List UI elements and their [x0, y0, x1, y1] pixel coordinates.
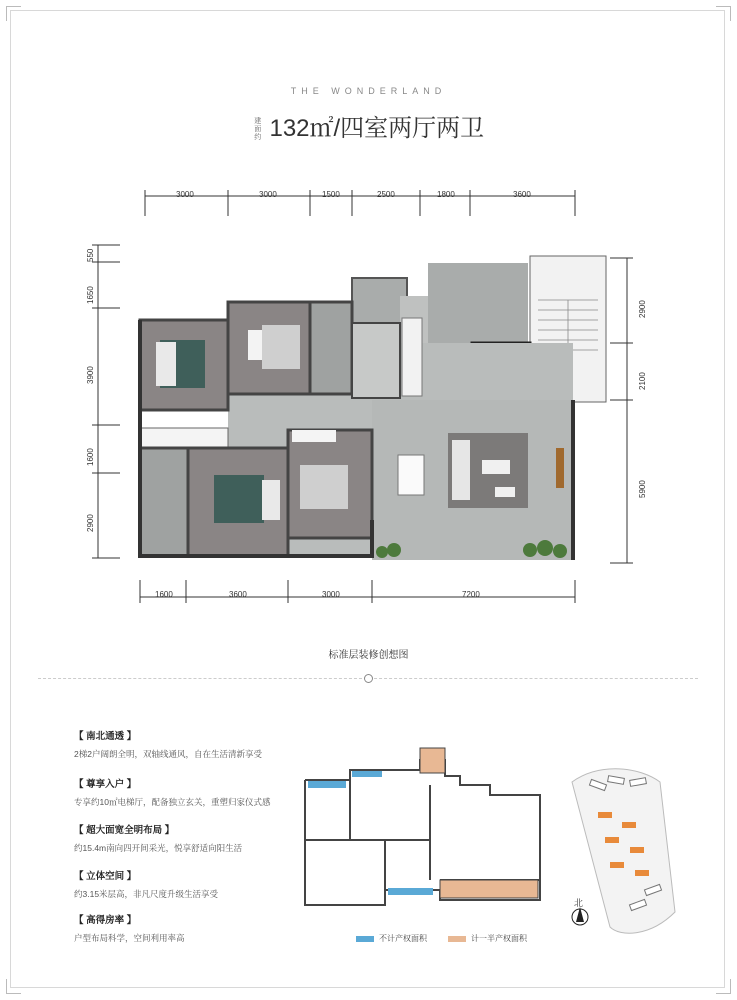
feature-item — [74, 776, 270, 808]
feature-title: 【 尊享入户 】 — [74, 779, 137, 790]
dim-top: 2500 — [377, 190, 395, 199]
feature-desc: 约3.15米层高，非凡尺度升级生活享受 — [74, 889, 219, 899]
dim-right: 5900 — [638, 480, 647, 498]
dim-top: 3000 — [176, 190, 194, 199]
dim-left: 550 — [86, 248, 95, 262]
dim-top: 3600 — [513, 190, 531, 199]
dim-top: 3000 — [259, 190, 277, 199]
feature-desc: 户型布局科学，空间利用率高 — [74, 933, 185, 943]
feature-item — [74, 912, 185, 944]
unit-title: 132㎡/四室两厅两卫 — [269, 115, 485, 142]
legend-swatch — [356, 936, 374, 942]
legend-item — [448, 933, 527, 944]
site-plan — [560, 752, 680, 942]
dim-left: 3900 — [86, 366, 95, 384]
brand-subtitle: THE WONDERLAND — [290, 86, 447, 96]
legend-item — [356, 933, 427, 944]
feature-desc: 2梯2户阔朗全明，双轴线通风，自在生活清新享受 — [74, 749, 262, 759]
feature-item — [74, 868, 218, 900]
dim-bottom: 1600 — [155, 590, 173, 599]
feature-desc: 约15.4m南向四开间采光，悦享舒适向阳生活 — [74, 843, 243, 853]
dim-left: 1600 — [86, 448, 95, 466]
area-diagram — [290, 740, 560, 920]
feature-item — [74, 822, 242, 854]
dim-right: 2900 — [638, 300, 647, 318]
feature-desc: 专享约10㎡电梯厅，配备独立玄关，重塑归家仪式感 — [74, 797, 271, 807]
area-prefix: 建面约 — [254, 117, 262, 141]
dim-top: 1500 — [322, 190, 340, 199]
corner-ornament — [6, 979, 21, 994]
feature-item — [74, 728, 262, 760]
legend-label: 不计产权面积 — [379, 934, 427, 943]
dim-left: 2900 — [86, 514, 95, 532]
corner-ornament — [716, 979, 731, 994]
dim-bottom: 3000 — [322, 590, 340, 599]
legend-swatch — [448, 936, 466, 942]
dim-left: 1650 — [86, 286, 95, 304]
feature-title: 【 立体空间 】 — [74, 871, 137, 882]
divider-ornament — [364, 674, 373, 683]
dim-bottom: 7200 — [462, 590, 480, 599]
dim-bottom: 3600 — [229, 590, 247, 599]
feature-title: 【 南北通透 】 — [74, 731, 137, 742]
legend-label: 计一半产权面积 — [471, 934, 527, 943]
dim-top: 1800 — [437, 190, 455, 199]
dim-right: 2100 — [638, 372, 647, 390]
plan-caption: 标准层装修创想图 — [328, 650, 409, 661]
feature-title: 【 超大面宽全明布局 】 — [74, 825, 175, 836]
feature-title: 【 高得房率 】 — [74, 915, 137, 926]
north-label: 北 — [574, 898, 584, 908]
